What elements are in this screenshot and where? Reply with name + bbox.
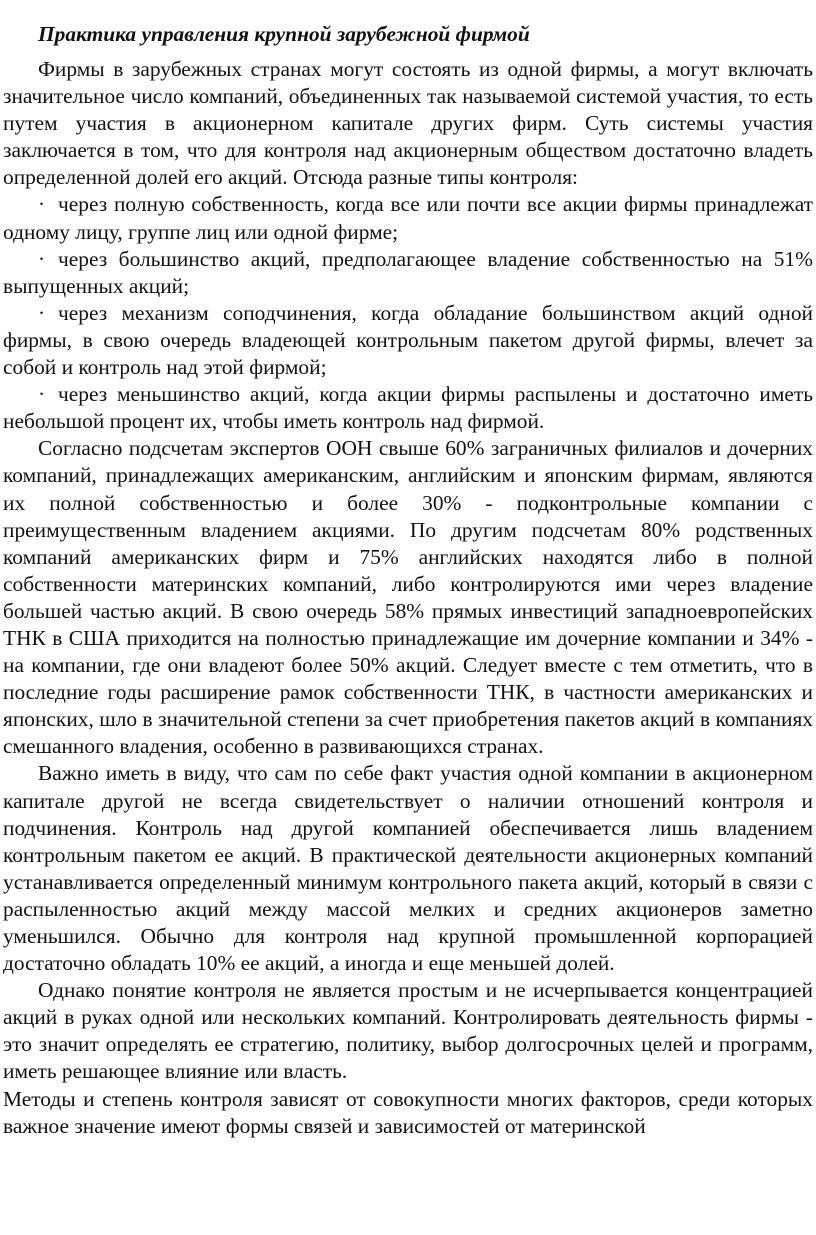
bullet-item xyxy=(3,191,813,245)
body-paragraph: Однако понятие контроля не является простым и не исчерпывается концентрацией акций в руках одной или нескольких компаний. Контролировать деятельность фирмы - это значит определять ее стратегию, политику, выбор долгосрочных целей и программ, иметь решающее влияние или власть. xyxy=(3,978,813,1084)
document-title: Практика управления крупной зарубежной фирмой xyxy=(38,22,530,46)
bullet-text: через меньшинство акций, когда акции фирмы распылены и достаточно иметь небольшой процент их, чтобы иметь контроль над фирмой. xyxy=(3,382,813,434)
final-paragraph: Методы и степень контроля зависят от совокупности многих факторов, среди которых важное значение имеют формы связей и зависимостей от материнской xyxy=(3,1086,813,1138)
bullet-marker: · xyxy=(38,300,46,325)
bullet-text: через полную собственность, когда все или почти все акции фирмы принадлежат одному лицу, группе лиц или одной фирме; xyxy=(3,192,813,244)
bullet-item xyxy=(3,381,813,435)
bullet-item xyxy=(3,246,813,300)
bullet-marker: · xyxy=(38,246,46,271)
bullet-marker: · xyxy=(38,192,46,217)
intro-paragraph: Фирмы в зарубежных странах могут состоять из одной фирмы, а могут включать значительное число компаний, объединенных так называемой системой участия, то есть путем участия в акционерном капитале других фирм. Суть системы участия заключается в том, что для контроля над акционерным обществом достаточно владеть определенной долей его акций. Отсюда разные типы контроля: xyxy=(3,57,813,190)
bullet-text: через механизм соподчинения, когда обладание большинством акций одной фирмы, в свою очередь владеющей контрольным пакетом другой фирмы, влечет за собой и контроль над этой фирмой; xyxy=(3,300,813,380)
bullet-text: через большинство акций, предполагающее владение собственностью на 51% выпущенных акций; xyxy=(3,246,813,298)
body-paragraph: Согласно подсчетам экспертов ООН свыше 60% заграничных филиалов и дочерних компаний, принадлежащих американским, английским и японским фирмам, являются их полной собственностью и более 30% - подконтрольные компании с преимущественным владением акциями. По другим подсчетам 80% родственных компаний американских фирм и 75% английских находятся либо в полной собственности материнских компаний, либо контролируются ими через владение большей частью акций. В свою очередь 58% прямых инвестиций западноевропейских ТНК в США приходится на полностью принадлежащие им дочерние компании и 34% - на компании, где они владеют более 50% акций. Следует вместе с тем отметить, что в последние годы расширение рамок собственности ТНК, в частности американских и японских, шло в значительной степени за счет приобретения пакетов акций в компаниях смешанного владения, особенно в развивающихся странах. xyxy=(3,436,813,759)
bullet-marker: · xyxy=(38,382,46,407)
body-paragraph: Важно иметь в виду, что сам по себе факт участия одной компании в акционерном капитале другой не всегда свидетельствует о наличии отношений контроля и подчинения. Контроль над другой компанией обеспечивается лишь владением контрольным пакетом ее акций. В практической деятельности акционерных компаний устанавливается определенный минимум контрольного пакета акций, который в связи с распыленностью акций между массой мелких и средних акционеров заметно уменьшился. Обычно для контроля над крупной промышленной корпорацией достаточно обладать 10% ее акций, а иногда и еще меньшей долей. xyxy=(3,761,813,976)
bullet-item xyxy=(3,300,813,381)
